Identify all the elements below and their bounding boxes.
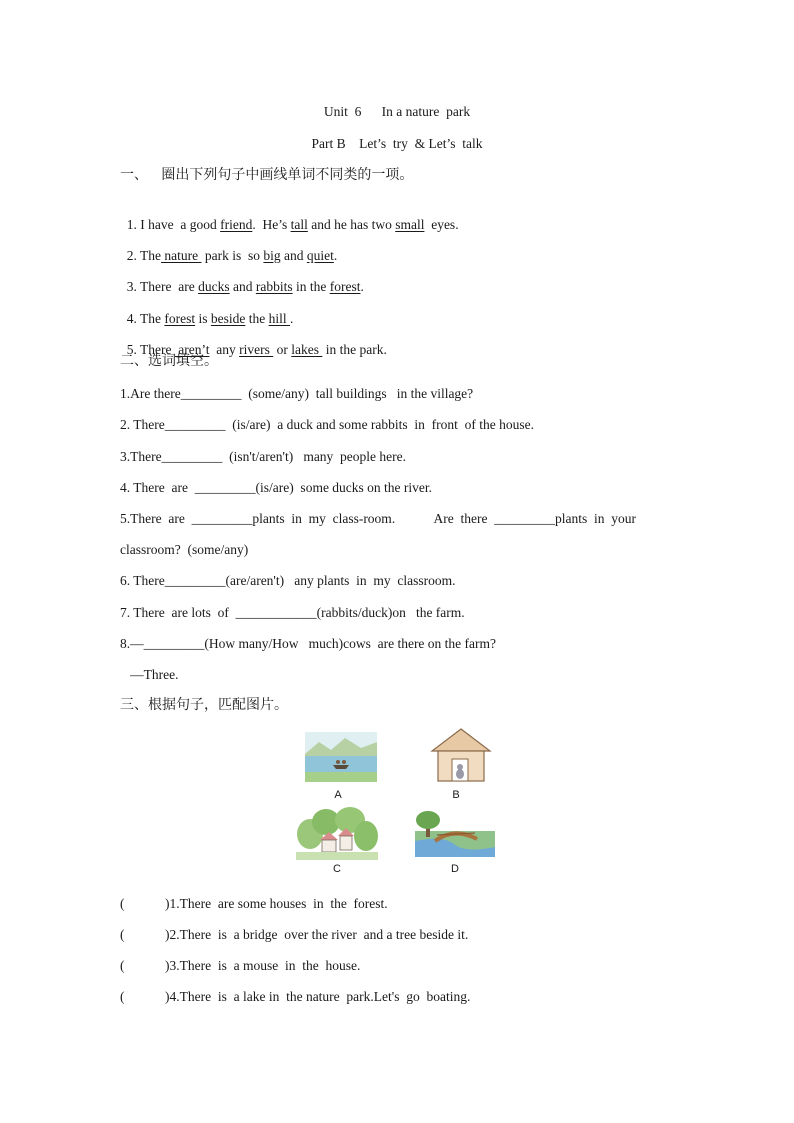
text: . [290, 311, 294, 326]
underlined-word: friend [220, 217, 253, 232]
text: park is so [201, 248, 264, 263]
s3-item-4: ( )4.There is a lake in the nature park.Let's go boating. [120, 989, 471, 1004]
page-title: Unit 6 In a nature park [323, 104, 471, 119]
text: or [273, 342, 292, 357]
picture-b-house-mouse [430, 727, 492, 783]
underlined-word: forest [329, 279, 361, 294]
picture-a-lake-boat [305, 732, 377, 782]
s2-item-6: 6. There_________(are/aren't) any plants in my classroom. [120, 573, 456, 588]
picture-d-bridge-tree [415, 811, 495, 857]
section3-heading: 三、根据句子，匹配图片。 [120, 697, 288, 713]
underlined-word: small [395, 217, 425, 232]
picture-a-label: A [334, 789, 342, 801]
text: in the park. [322, 342, 387, 357]
s3-item-2: ( )2.There is a bridge over the river and a tree beside it. [120, 927, 469, 942]
text: . He’s [252, 217, 291, 232]
underlined-word: hill [268, 311, 291, 326]
text: any [209, 342, 240, 357]
s3-item-3: ( )3.There is a mouse in the house. [120, 958, 361, 973]
picture-c-label: C [333, 863, 341, 875]
text: and [280, 248, 307, 263]
text: 4. The [126, 311, 165, 326]
section2-heading: 二、选词填空。 [120, 353, 218, 369]
text: the [245, 311, 269, 326]
s3-item-1: ( )1.There are some houses in the forest. [120, 896, 388, 911]
text: . [333, 248, 338, 263]
underlined-word: ducks [198, 279, 230, 294]
underlined-word: beside [210, 311, 246, 326]
underlined-word: tall [290, 217, 308, 232]
s2-item-5-line1 [120, 510, 636, 528]
text: 5. There [126, 342, 175, 357]
text: 2. The [126, 248, 161, 263]
s2-item-7: 7. There are lots of ____________(rabbits/duck)on the farm. [120, 605, 465, 620]
picture-d-label: D [451, 863, 459, 875]
text: 1. I have a good [126, 217, 221, 232]
s1-item-3 [120, 260, 364, 296]
s2-item-8-answer: —Three. [120, 667, 179, 682]
s2-item-4: 4. There are _________(is/are) some ducks on the river. [120, 480, 433, 495]
underlined-word: lakes [291, 342, 323, 357]
underlined-word: rivers [239, 342, 274, 357]
text: and [229, 279, 256, 294]
text: in the [292, 279, 330, 294]
section1-heading: 一、 圈出下列句子中画线单词不同类的一项。 [120, 167, 414, 183]
underlined-word: quiet [306, 248, 334, 263]
s2-item-2: 2. There_________ (is/are) a duck and some rabbits in front of the house. [120, 417, 535, 432]
s2-item-3: 3.There_________ (isn't/aren't) many people here. [120, 449, 407, 464]
s2-item-5-line2: classroom? (some/any) [120, 542, 249, 557]
text: 3. There are [126, 279, 199, 294]
picture-c-forest-houses [296, 806, 378, 860]
text: is [195, 311, 211, 326]
s2-item-5-part1: 5.There are _________plants in my class-room. [120, 511, 396, 526]
text: . [360, 279, 364, 294]
underlined-word: aren’t [174, 342, 210, 357]
text: and he has two [307, 217, 396, 232]
underlined-word: rabbits [255, 279, 293, 294]
picture-b-label: B [452, 789, 460, 801]
text: eyes. [424, 217, 459, 232]
underlined-word: nature [161, 248, 202, 263]
s2-item-5-part2: Are there _________plants in your [433, 511, 636, 526]
s2-item-8: 8.—_________(How many/How much)cows are there on the farm? [120, 636, 497, 651]
underlined-word: forest [164, 311, 196, 326]
underlined-word: big [263, 248, 281, 263]
page-subtitle: Part B Let’s try & Let’s talk [311, 136, 483, 151]
s2-item-1: 1.Are there_________ (some/any) tall buildings in the village? [120, 386, 474, 401]
